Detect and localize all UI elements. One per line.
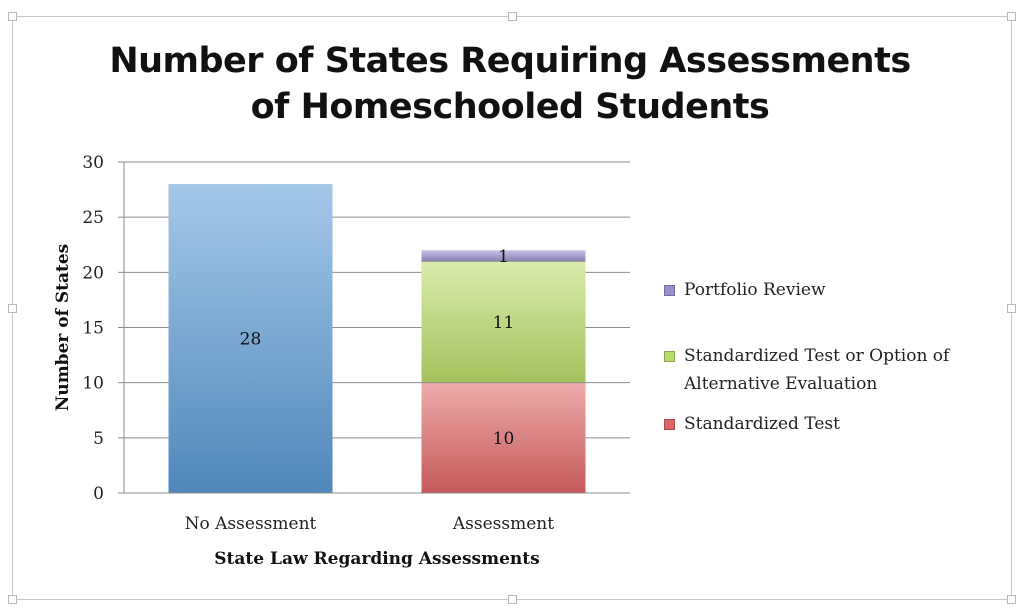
data-label: 28	[239, 329, 262, 350]
data-label: 11	[492, 312, 515, 333]
y-tick-label: 25	[82, 208, 104, 229]
y-tick-label: 20	[82, 263, 104, 284]
y-tick-label: 30	[82, 153, 104, 173]
x-tick-label: No Assessment	[184, 514, 317, 534]
y-tick-label: 5	[93, 428, 104, 449]
legend-swatch	[664, 285, 675, 296]
data-label: 10	[492, 428, 515, 449]
y-tick-label: 15	[82, 318, 104, 339]
legend-label: Portfolio Review	[684, 280, 826, 300]
legend-label: Standardized Test	[684, 414, 840, 434]
x-axis-title: State Law Regarding Assessments	[214, 549, 540, 569]
legend-label: Alternative Evaluation	[684, 374, 878, 394]
chart-title-line-2: of Homeschooled Students	[250, 87, 770, 127]
legend-swatch	[664, 419, 675, 430]
data-label: 1	[498, 246, 509, 267]
legend-swatch	[664, 351, 675, 362]
legend-label: Standardized Test or Option of	[684, 346, 950, 366]
y-tick-label: 0	[93, 484, 104, 504]
chart-title-line-1: Number of States Requiring Assessments	[109, 41, 911, 81]
y-tick-label: 10	[82, 373, 104, 394]
y-axis-title: Number of States	[53, 243, 73, 412]
x-tick-label: Assessment	[452, 514, 555, 534]
